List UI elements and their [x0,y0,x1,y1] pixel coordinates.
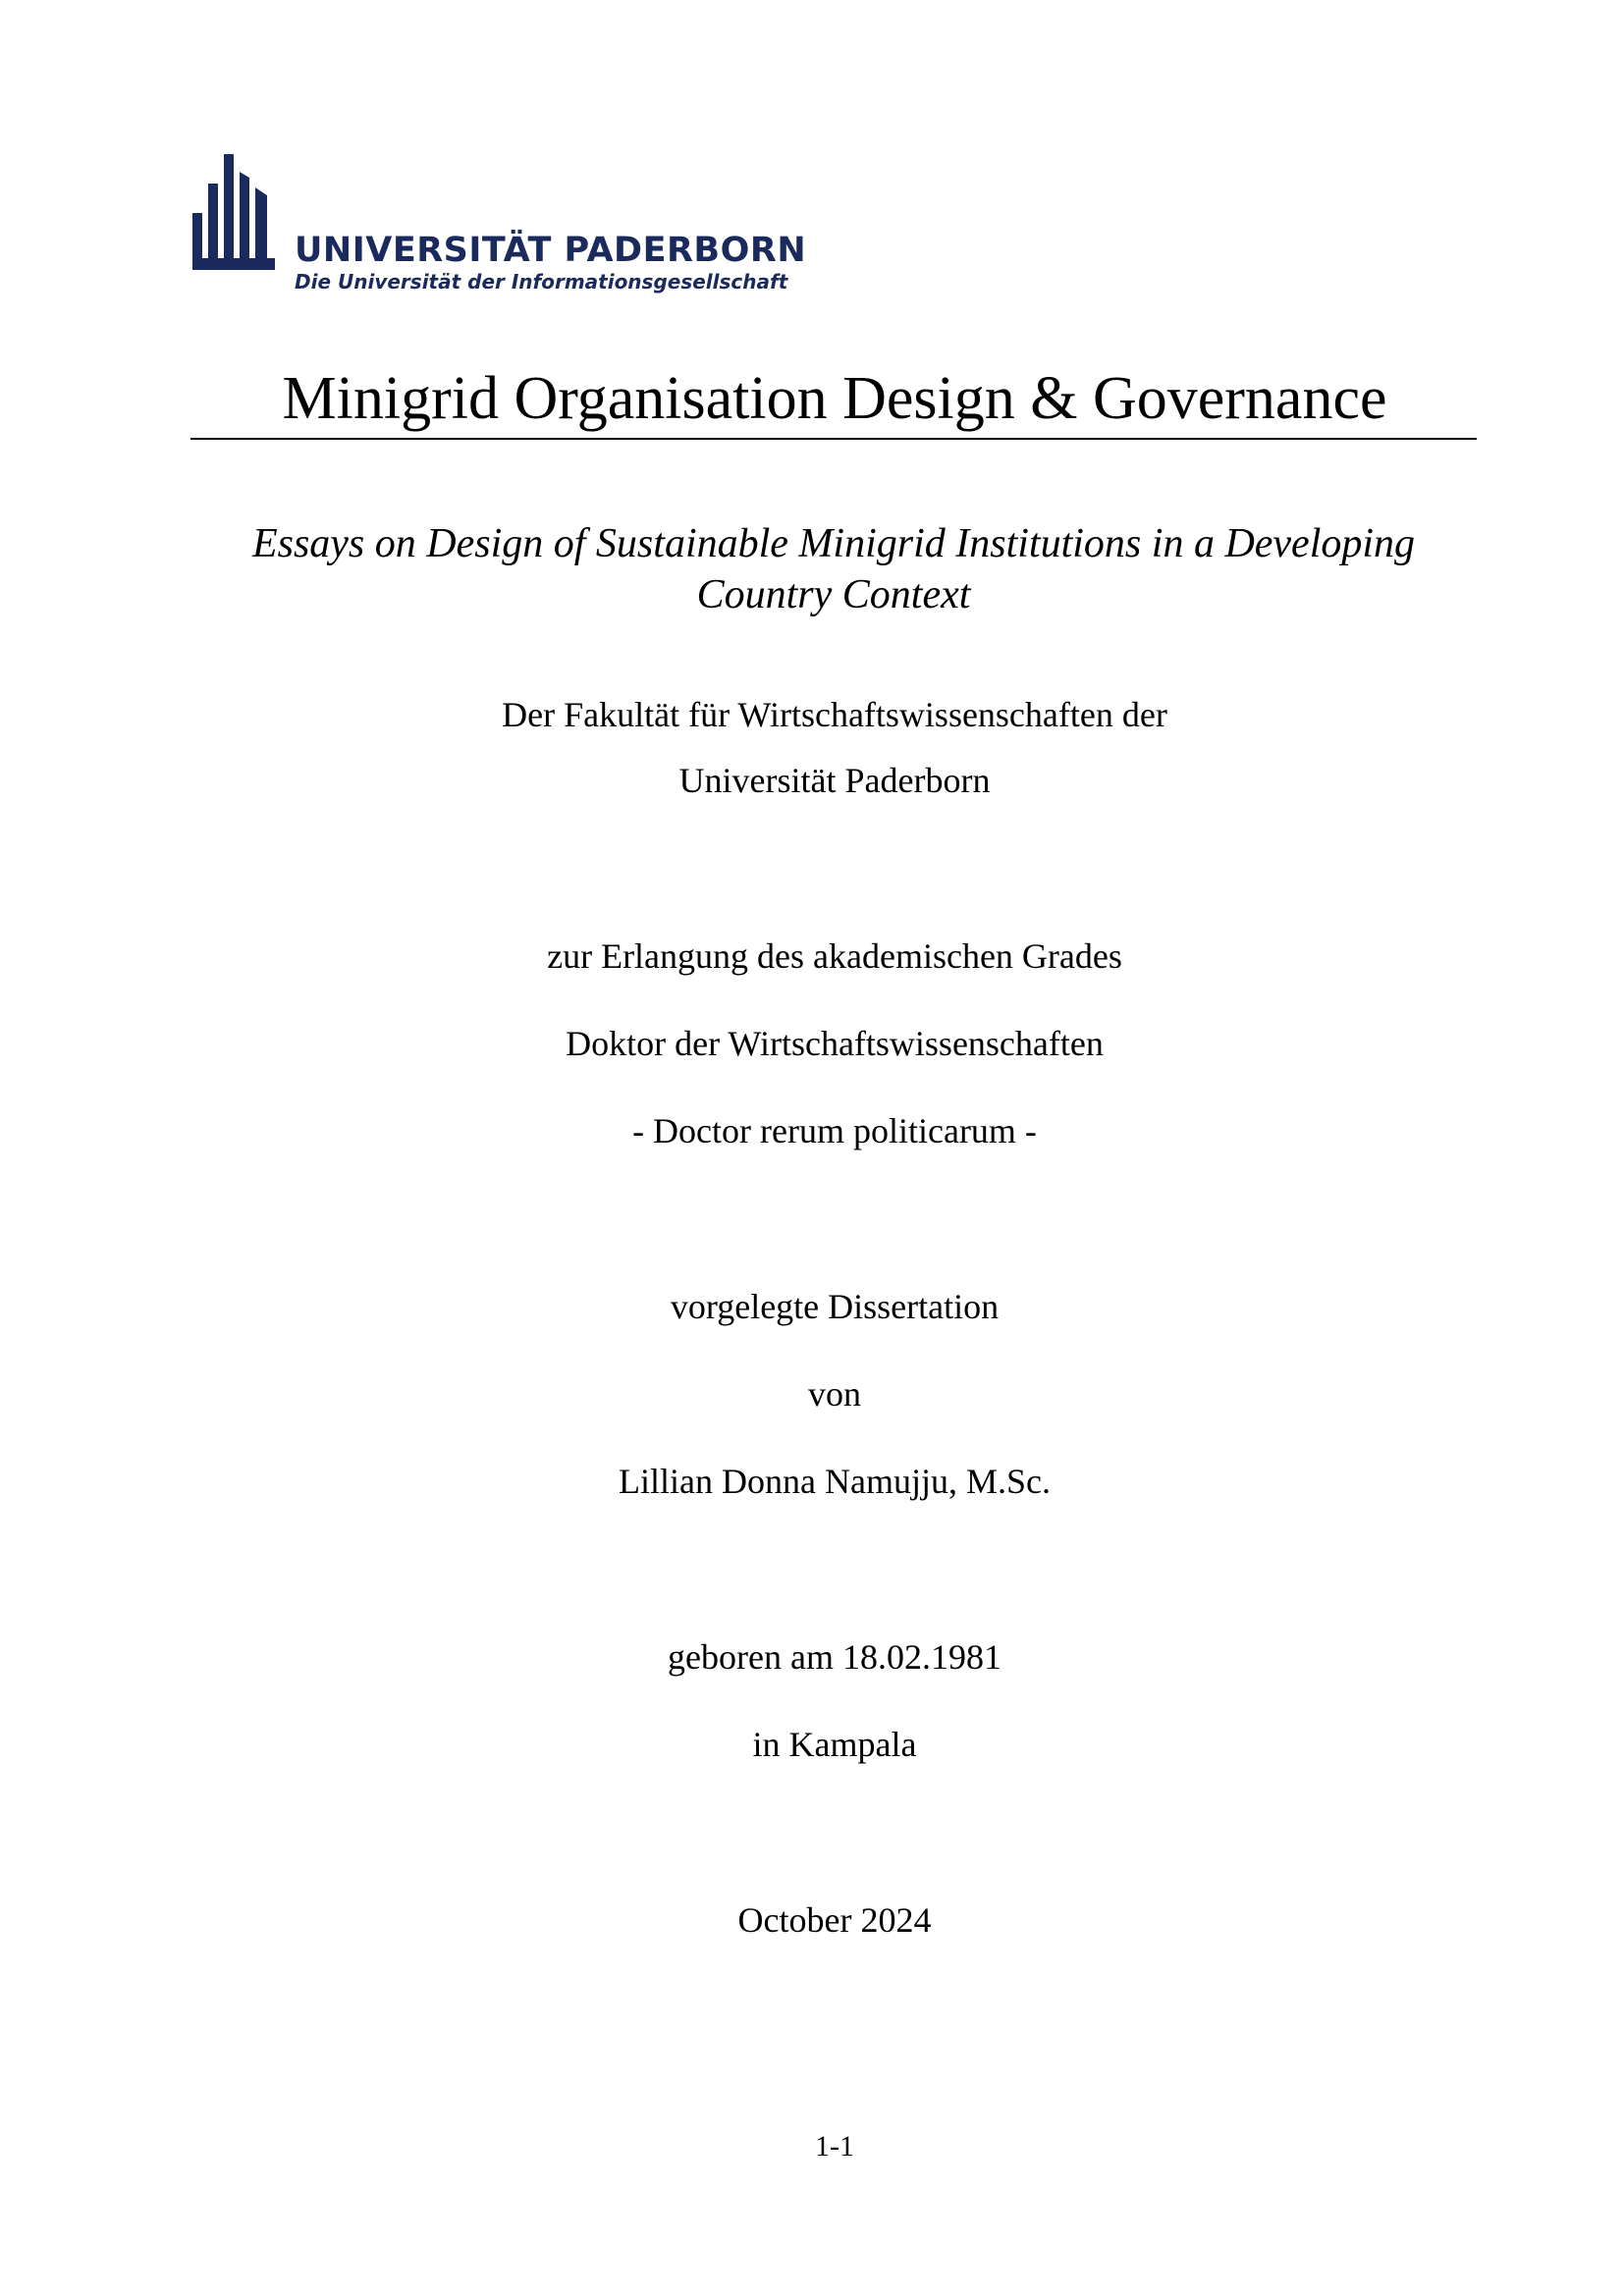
degree-line-2: Doktor der Wirtschaftswissenschaften [566,1024,1104,1063]
page-number: 1-1 [815,2130,854,2163]
birth-date: geboren am 18.02.1981 [668,1637,1001,1677]
title-underline [190,438,1477,440]
logo-name: UNIVERSITÄT PADERBORN [295,231,807,270]
von-line: von [808,1374,861,1414]
university-logo [192,152,807,309]
university-emblem-icon [192,152,291,270]
submission-date: October 2024 [737,1900,932,1940]
faculty-line-2: Universität Paderborn [678,761,991,800]
logo-text [295,231,806,294]
birth-place: in Kampala [752,1725,917,1764]
degree-line-3: - Doctor rerum politicarum - [632,1111,1037,1150]
document-title: Minigrid Organisation Design & Governance [282,365,1387,432]
degree-line-1: zur Erlangung des akademischen Grades [547,936,1122,976]
author-name: Lillian Donna Namujju, M.Sc. [619,1462,1051,1501]
dissertation-line: vorgelegte Dissertation [670,1287,1000,1326]
document-subtitle: Essays on Design of Sustainable Minigrid Institutions in a Developing Country Context [251,521,1416,617]
logo-tagline: Die Universität der Informationsgesellschaft [295,270,788,294]
faculty-line-1: Der Fakultät für Wirtschaftswissenschaften der [502,695,1167,734]
